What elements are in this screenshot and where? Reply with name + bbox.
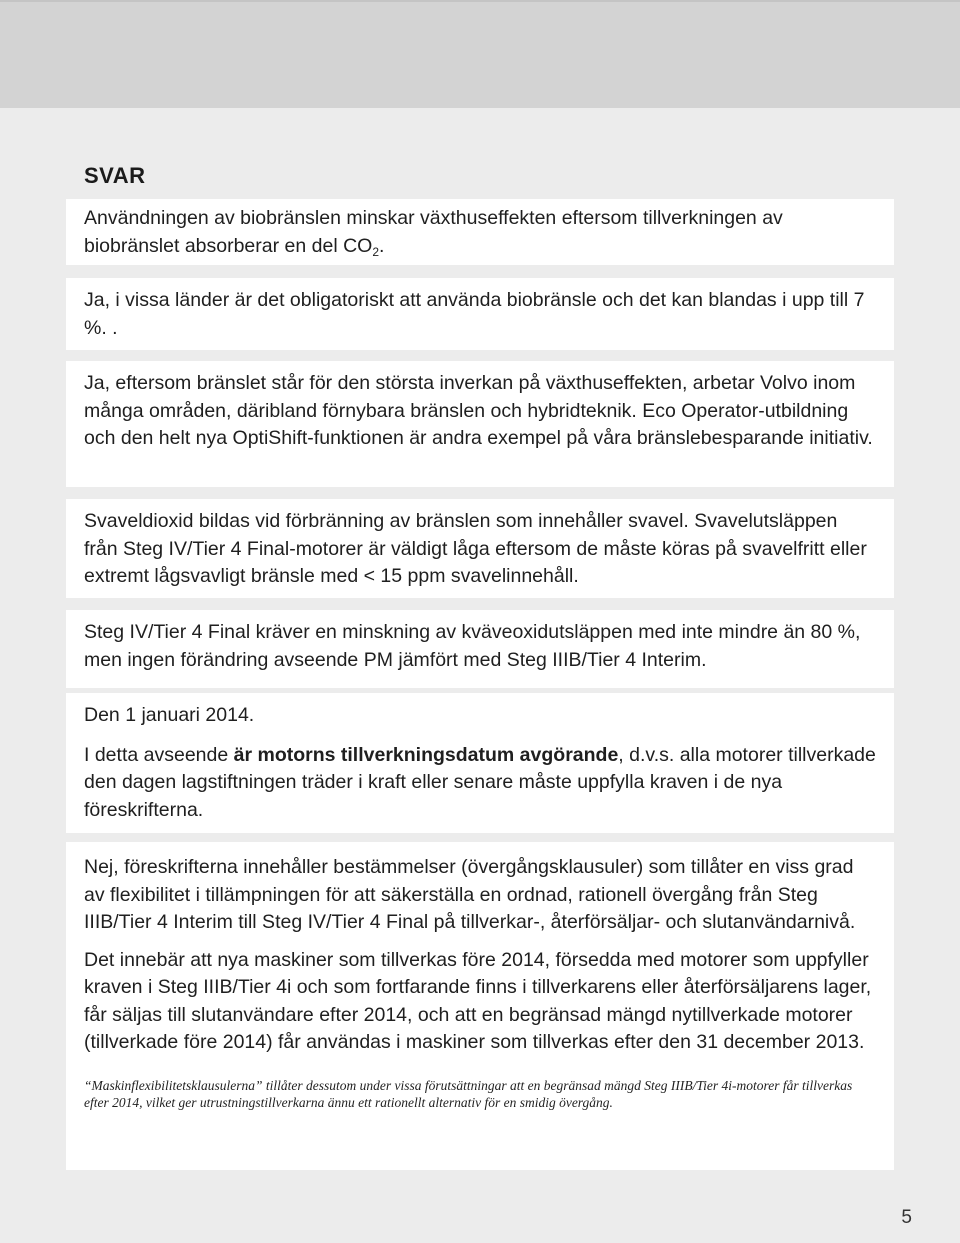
page-heading: SVAR xyxy=(84,163,146,188)
answer-6-emphasis: är motorns tillverkningsdatum avgörande xyxy=(233,743,619,766)
answer-1-text xyxy=(84,205,876,260)
answer-6-date: Den 1 januari 2014. xyxy=(84,704,255,726)
answer-7-footnote: “Maskinflexibilitetsklausulerna” tillåter dessutom under vissa förutsättningar att en begränsad mängd Steg IIIB/Tier 4i-motorer får tillverkas efter 2014, vilket ger utrustningstillverkarna ännu ett rationellt alternativ för en smidig övergång. xyxy=(84,1077,853,1110)
answer-block-4 xyxy=(66,499,894,598)
page-number: 5 xyxy=(901,1207,912,1228)
answer-6-text xyxy=(84,742,876,825)
answer-block-7 xyxy=(66,842,894,1170)
answer-3-text: Ja, eftersom bränslet står för den största inverkan på växthuseffekten, arbetar Volvo inom många områden, däribland förnybara bränslen och hybridteknik. Eco Operator-utbildning och den helt nya OptiShift-funktionen är andra exempel på våra bränslebesparande initiativ. xyxy=(84,372,873,449)
answer-5-text: Steg IV/Tier 4 Final kräver en minskning av kväveoxidutsläppen med inte mindre än 80 %, men ingen förändring avseende PM jämfört med Steg IIIB/Tier 4 Interim. xyxy=(84,621,861,671)
answer-block-3 xyxy=(66,361,894,487)
answer-block-1 xyxy=(66,199,894,265)
answer-4-text: Svaveldioxid bildas vid förbränning av bränslen som innehåller svavel. Svavelutsläppen från Steg IV/Tier 4 Final-motorer är väldigt låga eftersom de måste köras på svavelfritt eller extremt lågsvavligt bränsle med < 15 ppm svavelinnehåll. xyxy=(84,510,867,587)
co2-subscript: 2 xyxy=(372,244,380,259)
answer-block-5 xyxy=(66,610,894,688)
answer-6-text-rest: , d.v.s. alla motorer tillverkade den dagen lagstiftningen träder i kraft eller senare måste uppfylla kraven i de nya föreskrifterna. xyxy=(84,743,876,821)
answer-1-text-end: . xyxy=(379,234,385,257)
answer-7-paragraph-1: Nej, föreskrifterna innehåller bestämmelser (övergångsklausuler) som tillåter en viss grad av flexibilitet i tillämpningen för att säkerställa en ordnad, rationell övergång från Steg IIIB/Tier 4 Interim till Steg IV/Tier 4 Final på tillverkar-, återförsäljar- och slutanvändarnivå. xyxy=(84,856,856,933)
answer-2-text: Ja, i vissa länder är det obligatoriskt att använda biobränsle och det kan blandas i upp till 7 %. . xyxy=(84,289,865,339)
header-band xyxy=(0,0,960,108)
answer-1-text-main: Användningen av biobränslen minskar växthuseffekten eftersom tillverkningen av biobränslet absorberar en del CO xyxy=(84,207,783,257)
answer-6-text-lead: I detta avseende xyxy=(84,743,234,766)
answer-block-2 xyxy=(66,278,894,350)
answer-7-paragraph-2: Det innebär att nya maskiner som tillverkas före 2014, försedda med motorer som uppfyller kraven i Steg IIIB/Tier 4i och som fortfarande finns i tillverkarens eller återförsäljarens lager, får säljas till slutanvändare efter 2014, och att en begränsad mängd nytillverkade motorer (tillverkade före 2014) får användas i maskiner som tillverkas efter den 31 december 2013. xyxy=(84,948,872,1053)
answer-block-6 xyxy=(66,693,894,833)
